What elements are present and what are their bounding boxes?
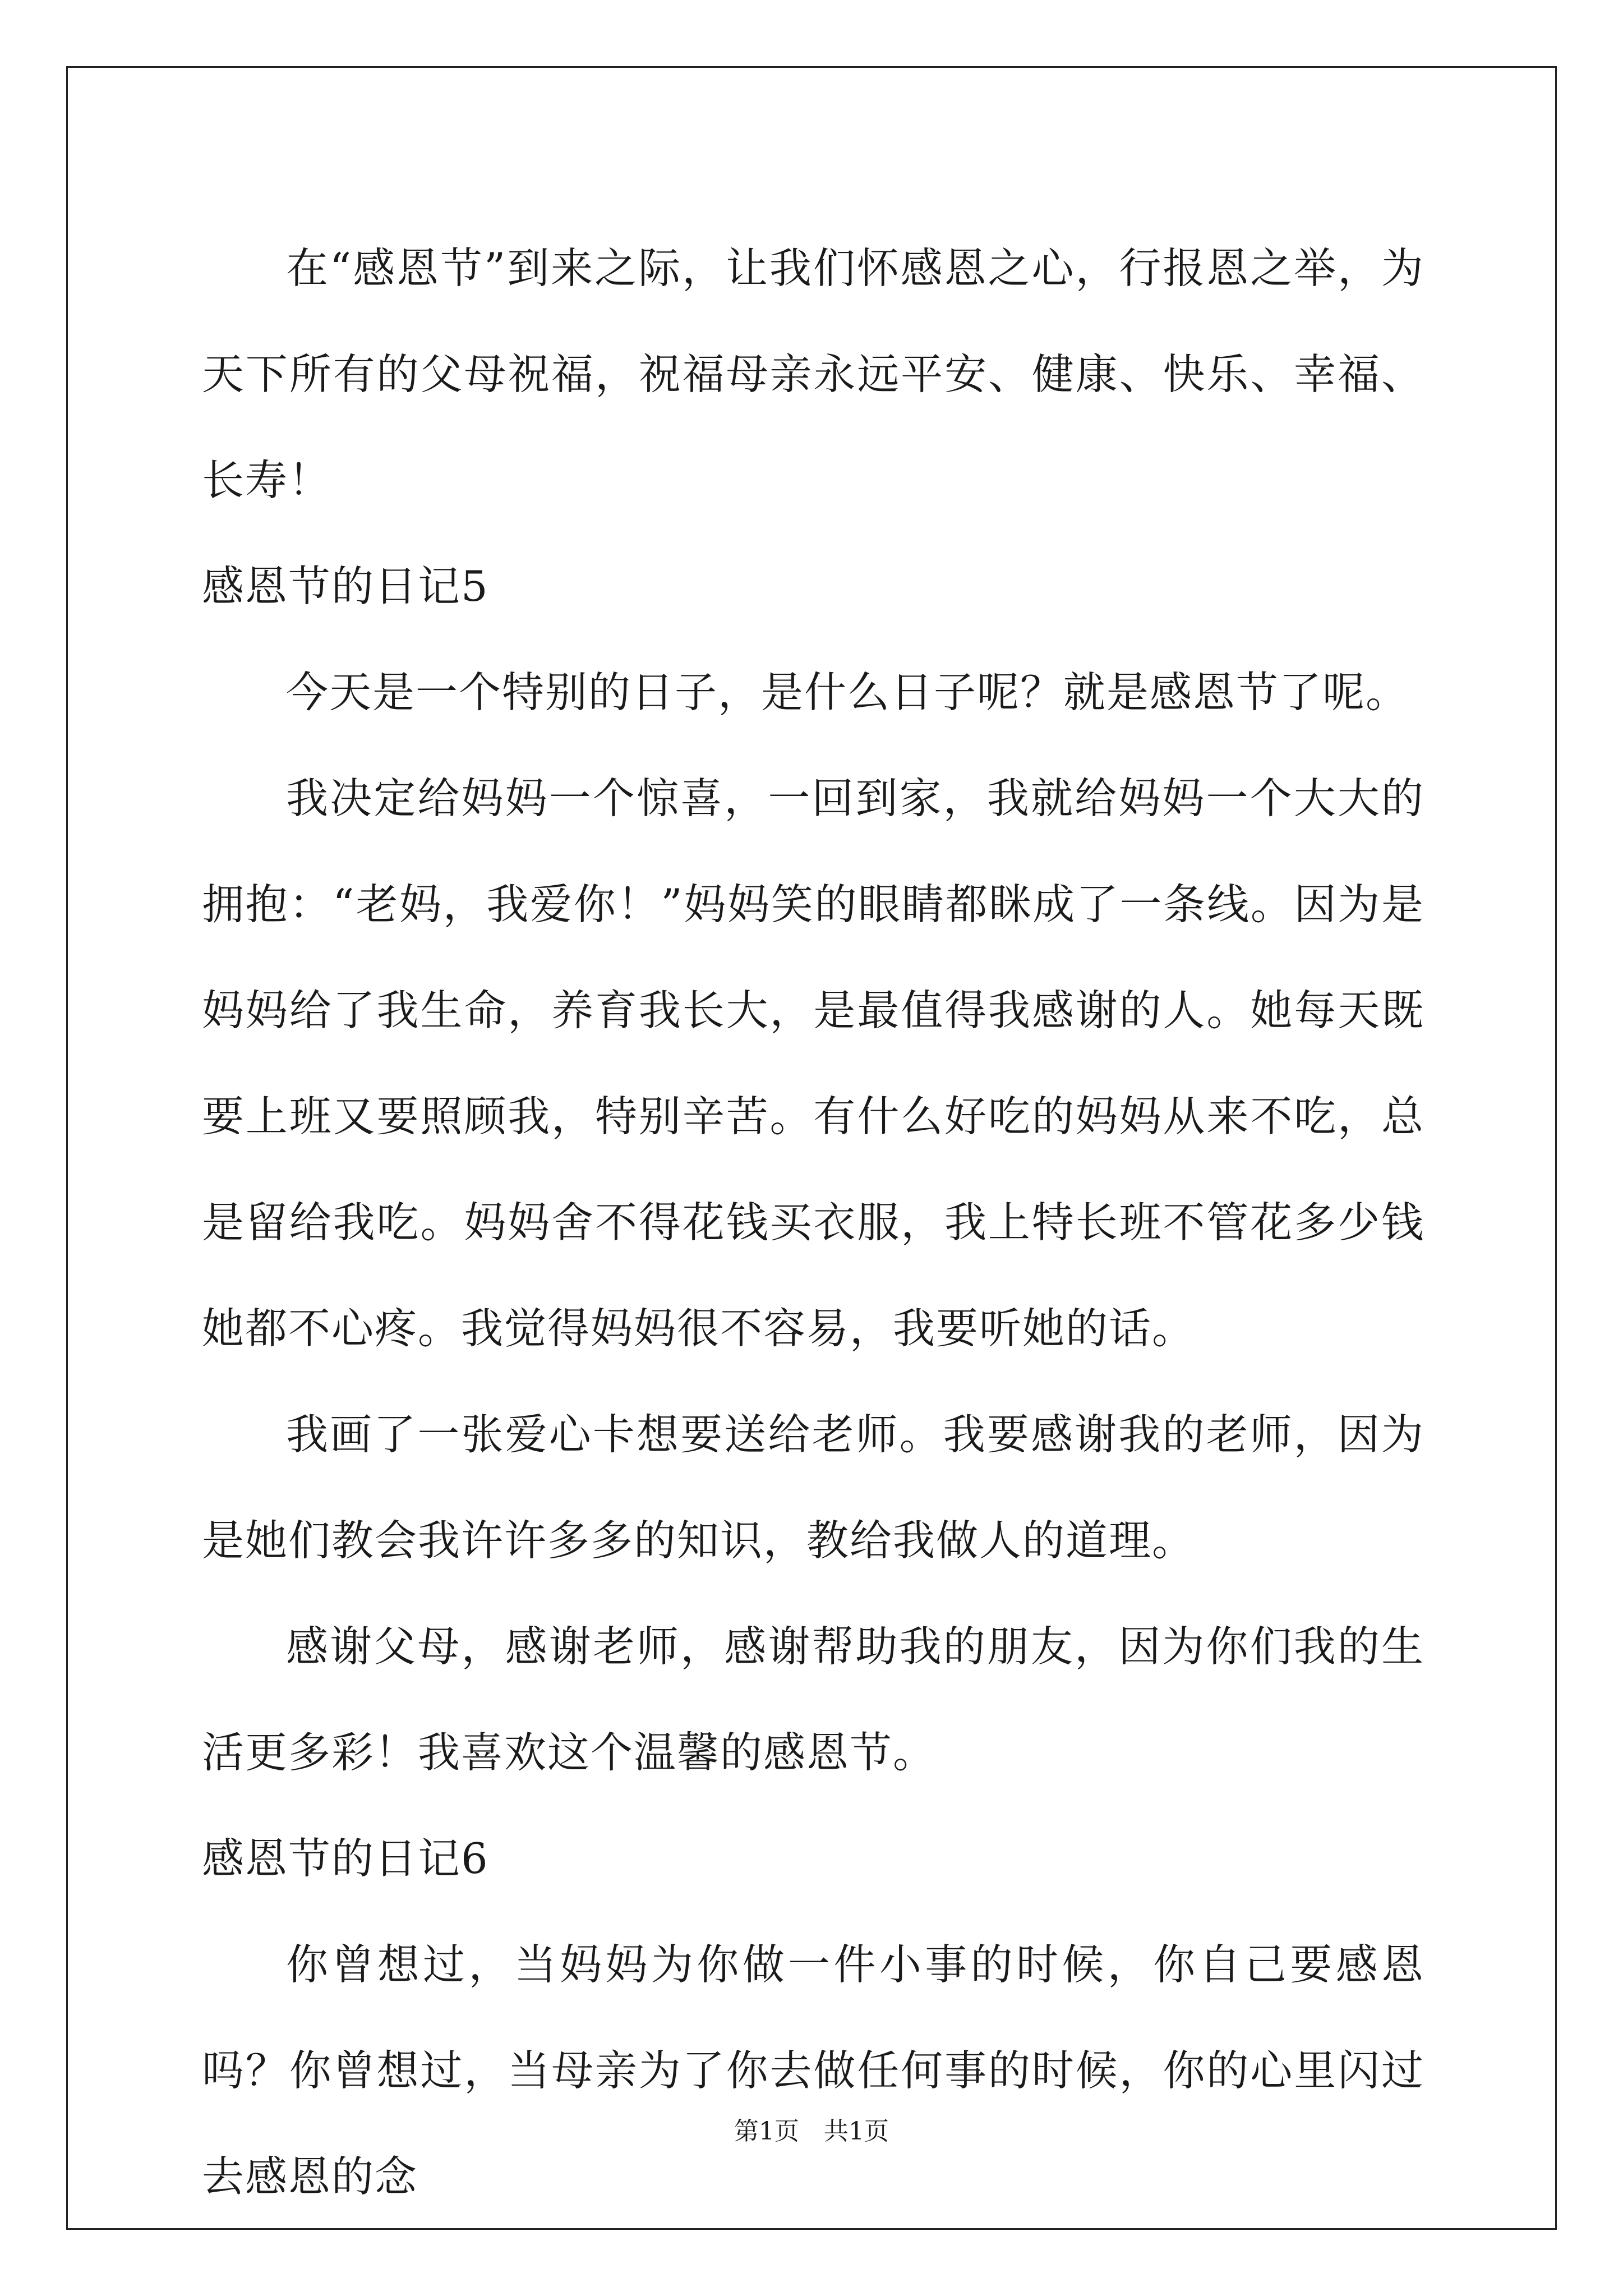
- paragraph: 感谢父母，感谢老师，感谢帮助我的朋友，因为你们我的生活更多彩！我喜欢这个温馨的感恩节。: [202, 1622, 1424, 1777]
- paragraph: 在“感恩节”到来之际，让我们怀感恩之心，行报恩之举，为天下所有的父母祝福，祝福母亲永远平安、健康、快乐、幸福、长寿！: [202, 243, 1424, 505]
- section-heading: 感恩节的日记6: [202, 1834, 489, 1883]
- paragraph: 我画了一张爱心卡想要送给老师。我要感谢我的老师，因为是她们教会我许许多多的知识，教给我做人的道理。: [202, 1410, 1424, 1565]
- paragraph: 我决定给妈妈一个惊喜，一回到家，我就给妈妈一个大大的拥抱：“老妈，我爱你！”妈妈笑的眼睛都眯成了一条线。因为是妈妈给了我生命，养育我长大，是最值得我感谢的人。她每天既要上班又要照顾我，特别辛苦。有什么好吃的妈妈从来不吃，总是留给我吃。妈妈舍不得花钱买衣服，我上特长班不管花多少钱她都不心疼。我觉得妈妈很不容易，我要听她的话。: [202, 774, 1424, 1353]
- paragraph: 你曾想过，当妈妈为你做一件小事的时候，你自己要感恩吗？你曾想过，当母亲为了你去做任何事的时候，你的心里闪过去感恩的念: [202, 1940, 1424, 2201]
- page-footer: 第1页 共1页: [734, 2117, 889, 2146]
- paragraph: 今天是一个特别的日子，是什么日子呢？就是感恩节了呢。: [286, 668, 1409, 717]
- document-body: [202, 215, 1424, 2230]
- section-heading: 感恩节的日记5: [202, 562, 489, 611]
